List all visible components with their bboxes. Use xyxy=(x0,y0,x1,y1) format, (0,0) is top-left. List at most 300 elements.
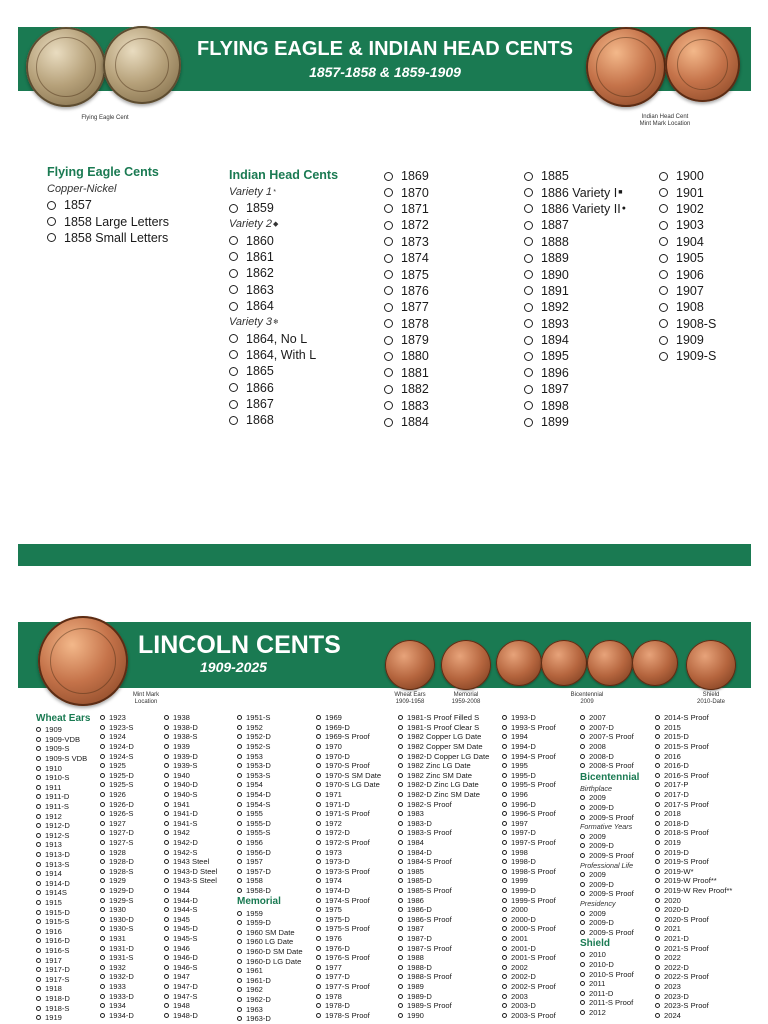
checkbox-circle-icon[interactable] xyxy=(580,734,585,739)
checklist-item[interactable] xyxy=(502,895,556,905)
checkbox-circle-icon[interactable] xyxy=(237,949,242,954)
checklist-item[interactable] xyxy=(502,780,556,790)
checklist-item[interactable] xyxy=(100,771,134,781)
checkbox-circle-icon[interactable] xyxy=(316,850,321,855)
checklist-item[interactable] xyxy=(237,966,303,976)
checkbox-circle-icon[interactable] xyxy=(237,734,242,739)
checkbox-circle-icon[interactable] xyxy=(502,1013,507,1018)
checkbox-circle-icon[interactable] xyxy=(524,254,533,263)
checklist-item[interactable] xyxy=(237,947,303,957)
checklist-item[interactable] xyxy=(655,751,732,761)
checklist-item[interactable] xyxy=(229,282,338,298)
checklist-item[interactable] xyxy=(655,819,732,829)
checklist-item[interactable] xyxy=(229,347,338,363)
checklist-item[interactable] xyxy=(100,895,134,905)
checklist-item[interactable] xyxy=(502,771,556,781)
checkbox-circle-icon[interactable] xyxy=(100,984,105,989)
checklist-item[interactable] xyxy=(237,956,303,966)
checkbox-circle-icon[interactable] xyxy=(384,319,393,328)
checkbox-circle-icon[interactable] xyxy=(316,936,321,941)
checkbox-circle-icon[interactable] xyxy=(580,763,585,768)
checkbox-circle-icon[interactable] xyxy=(36,794,41,799)
checkbox-circle-icon[interactable] xyxy=(580,952,585,957)
checkbox-circle-icon[interactable] xyxy=(164,926,169,931)
checkbox-circle-icon[interactable] xyxy=(580,725,585,730)
checklist-item[interactable] xyxy=(164,934,217,944)
checkbox-circle-icon[interactable] xyxy=(237,920,242,925)
checkbox-circle-icon[interactable] xyxy=(384,303,393,312)
checklist-item[interactable] xyxy=(36,850,90,860)
checklist-item[interactable] xyxy=(398,790,489,800)
checklist-item[interactable] xyxy=(316,972,381,982)
checklist-item[interactable] xyxy=(164,895,217,905)
checkbox-circle-icon[interactable] xyxy=(502,994,507,999)
checkbox-circle-icon[interactable] xyxy=(384,270,393,279)
checkbox-circle-icon[interactable] xyxy=(164,974,169,979)
checkbox-circle-icon[interactable] xyxy=(164,984,169,989)
checklist-item[interactable] xyxy=(237,713,303,723)
checkbox-circle-icon[interactable] xyxy=(655,744,660,749)
checkbox-circle-icon[interactable] xyxy=(36,977,41,982)
checklist-item[interactable] xyxy=(237,761,303,771)
checklist-item[interactable] xyxy=(384,397,429,413)
checkbox-circle-icon[interactable] xyxy=(229,367,238,376)
checkbox-circle-icon[interactable] xyxy=(229,334,238,343)
checkbox-circle-icon[interactable] xyxy=(524,221,533,230)
checkbox-circle-icon[interactable] xyxy=(164,725,169,730)
checklist-item[interactable] xyxy=(164,914,217,924)
checkbox-circle-icon[interactable] xyxy=(316,830,321,835)
checklist-item[interactable] xyxy=(502,761,556,771)
checkbox-circle-icon[interactable] xyxy=(659,336,668,345)
checkbox-circle-icon[interactable] xyxy=(384,368,393,377)
checkbox-circle-icon[interactable] xyxy=(659,221,668,230)
checklist-item[interactable] xyxy=(36,735,90,745)
checklist-item[interactable] xyxy=(237,927,303,937)
checklist-item[interactable] xyxy=(229,380,338,396)
checklist-item[interactable] xyxy=(398,943,489,953)
checkbox-circle-icon[interactable] xyxy=(229,400,238,409)
checklist-item[interactable] xyxy=(237,780,303,790)
checkbox-circle-icon[interactable] xyxy=(36,746,41,751)
checklist-item[interactable] xyxy=(100,751,134,761)
checkbox-circle-icon[interactable] xyxy=(580,805,585,810)
checkbox-circle-icon[interactable] xyxy=(100,715,105,720)
checklist-item[interactable] xyxy=(580,841,639,851)
checklist-item[interactable] xyxy=(655,876,732,886)
checkbox-circle-icon[interactable] xyxy=(580,754,585,759)
checkbox-circle-icon[interactable] xyxy=(398,744,403,749)
checkbox-circle-icon[interactable] xyxy=(384,352,393,361)
checkbox-circle-icon[interactable] xyxy=(398,984,403,989)
checklist-item[interactable] xyxy=(580,950,639,960)
checklist-item[interactable] xyxy=(655,914,732,924)
checklist-item[interactable] xyxy=(237,847,303,857)
checkbox-circle-icon[interactable] xyxy=(502,792,507,797)
checkbox-circle-icon[interactable] xyxy=(100,859,105,864)
checklist-item[interactable] xyxy=(655,713,732,723)
checklist-item[interactable] xyxy=(164,876,217,886)
checkbox-circle-icon[interactable] xyxy=(229,285,238,294)
checkbox-circle-icon[interactable] xyxy=(398,926,403,931)
checkbox-circle-icon[interactable] xyxy=(237,792,242,797)
checklist-item[interactable] xyxy=(524,168,626,184)
checkbox-circle-icon[interactable] xyxy=(237,754,242,759)
checklist-item[interactable] xyxy=(502,723,556,733)
checklist-item[interactable] xyxy=(36,907,90,917)
checkbox-circle-icon[interactable] xyxy=(237,773,242,778)
checkbox-circle-icon[interactable] xyxy=(384,221,393,230)
checklist-item[interactable] xyxy=(316,943,381,953)
checklist-item[interactable] xyxy=(164,886,217,896)
checklist-item[interactable] xyxy=(237,918,303,928)
checklist-item[interactable] xyxy=(100,991,134,1001)
checkbox-circle-icon[interactable] xyxy=(316,773,321,778)
checklist-item[interactable] xyxy=(524,348,626,364)
checklist-item[interactable] xyxy=(398,732,489,742)
checklist-item[interactable] xyxy=(384,266,429,282)
checkbox-circle-icon[interactable] xyxy=(100,965,105,970)
checkbox-circle-icon[interactable] xyxy=(580,872,585,877)
checkbox-circle-icon[interactable] xyxy=(36,938,41,943)
checklist-item[interactable] xyxy=(580,918,639,928)
checkbox-circle-icon[interactable] xyxy=(502,821,507,826)
checklist-item[interactable] xyxy=(316,732,381,742)
checklist-item[interactable] xyxy=(659,234,716,250)
checkbox-circle-icon[interactable] xyxy=(316,1003,321,1008)
checklist-item[interactable] xyxy=(398,934,489,944)
checkbox-circle-icon[interactable] xyxy=(655,802,660,807)
checklist-item[interactable] xyxy=(47,230,169,246)
checkbox-circle-icon[interactable] xyxy=(398,907,403,912)
checkbox-circle-icon[interactable] xyxy=(100,936,105,941)
checklist-item[interactable] xyxy=(502,790,556,800)
checklist-item[interactable] xyxy=(316,790,381,800)
checklist-item[interactable] xyxy=(502,847,556,857)
checklist-item[interactable] xyxy=(384,250,429,266)
checkbox-circle-icon[interactable] xyxy=(100,955,105,960)
checklist-item[interactable] xyxy=(36,888,90,898)
checkbox-circle-icon[interactable] xyxy=(237,840,242,845)
checklist-item[interactable] xyxy=(659,250,716,266)
checkbox-circle-icon[interactable] xyxy=(237,878,242,883)
checkbox-circle-icon[interactable] xyxy=(502,725,507,730)
checklist-item[interactable] xyxy=(316,847,381,857)
checkbox-circle-icon[interactable] xyxy=(502,946,507,951)
checklist-item[interactable] xyxy=(524,365,626,381)
checkbox-circle-icon[interactable] xyxy=(164,754,169,759)
checkbox-circle-icon[interactable] xyxy=(36,814,41,819)
checkbox-circle-icon[interactable] xyxy=(655,850,660,855)
checklist-item[interactable] xyxy=(384,201,429,217)
checklist-item[interactable] xyxy=(164,991,217,1001)
checklist-item[interactable] xyxy=(502,857,556,867)
checkbox-circle-icon[interactable] xyxy=(164,965,169,970)
checklist-item[interactable] xyxy=(100,847,134,857)
checklist-item[interactable] xyxy=(36,811,90,821)
checklist-item[interactable] xyxy=(398,751,489,761)
checkbox-circle-icon[interactable] xyxy=(164,859,169,864)
checklist-item[interactable] xyxy=(316,876,381,886)
checklist-item[interactable] xyxy=(316,819,381,829)
checklist-item[interactable] xyxy=(47,213,169,229)
checklist-item[interactable] xyxy=(229,330,338,346)
checkbox-circle-icon[interactable] xyxy=(237,802,242,807)
checkbox-circle-icon[interactable] xyxy=(100,869,105,874)
checkbox-circle-icon[interactable] xyxy=(384,286,393,295)
checkbox-circle-icon[interactable] xyxy=(36,996,41,1001)
checklist-item[interactable] xyxy=(398,962,489,972)
checklist-item[interactable] xyxy=(384,365,429,381)
checklist-item[interactable] xyxy=(659,201,716,217)
checklist-item[interactable] xyxy=(524,316,626,332)
checkbox-circle-icon[interactable] xyxy=(655,830,660,835)
checkbox-circle-icon[interactable] xyxy=(229,302,238,311)
checkbox-circle-icon[interactable] xyxy=(229,383,238,392)
checkbox-circle-icon[interactable] xyxy=(398,1003,403,1008)
checklist-item[interactable] xyxy=(164,838,217,848)
checkbox-circle-icon[interactable] xyxy=(524,319,533,328)
checkbox-circle-icon[interactable] xyxy=(655,725,660,730)
checkbox-circle-icon[interactable] xyxy=(502,744,507,749)
checkbox-circle-icon[interactable] xyxy=(164,782,169,787)
checklist-item[interactable] xyxy=(524,397,626,413)
checklist-item[interactable] xyxy=(659,316,716,332)
checklist-item[interactable] xyxy=(502,1010,556,1020)
checklist-item[interactable] xyxy=(502,914,556,924)
checkbox-circle-icon[interactable] xyxy=(502,734,507,739)
checklist-item[interactable] xyxy=(237,937,303,947)
checkbox-circle-icon[interactable] xyxy=(398,715,403,720)
checklist-item[interactable] xyxy=(316,713,381,723)
checkbox-circle-icon[interactable] xyxy=(36,785,41,790)
checkbox-circle-icon[interactable] xyxy=(237,911,242,916)
checklist-item[interactable] xyxy=(36,965,90,975)
checklist-item[interactable] xyxy=(316,761,381,771)
checkbox-circle-icon[interactable] xyxy=(237,939,242,944)
checkbox-circle-icon[interactable] xyxy=(502,830,507,835)
checkbox-circle-icon[interactable] xyxy=(655,917,660,922)
checkbox-circle-icon[interactable] xyxy=(384,254,393,263)
checklist-item[interactable] xyxy=(398,972,489,982)
checklist-item[interactable] xyxy=(316,857,381,867)
checkbox-circle-icon[interactable] xyxy=(580,981,585,986)
checklist-item[interactable] xyxy=(580,851,639,861)
checklist-item[interactable] xyxy=(316,1001,381,1011)
checklist-item[interactable] xyxy=(237,732,303,742)
checklist-item[interactable] xyxy=(384,348,429,364)
checklist-item[interactable] xyxy=(580,870,639,880)
checkbox-circle-icon[interactable] xyxy=(100,946,105,951)
checkbox-circle-icon[interactable] xyxy=(655,974,660,979)
checkbox-circle-icon[interactable] xyxy=(316,840,321,845)
checkbox-circle-icon[interactable] xyxy=(100,754,105,759)
checkbox-circle-icon[interactable] xyxy=(655,907,660,912)
checkbox-circle-icon[interactable] xyxy=(524,385,533,394)
checkbox-circle-icon[interactable] xyxy=(659,188,668,197)
checkbox-circle-icon[interactable] xyxy=(655,763,660,768)
checkbox-circle-icon[interactable] xyxy=(655,984,660,989)
checkbox-circle-icon[interactable] xyxy=(580,1000,585,1005)
checklist-item[interactable] xyxy=(164,780,217,790)
checklist-item[interactable] xyxy=(659,184,716,200)
checklist-item[interactable] xyxy=(655,982,732,992)
checkbox-circle-icon[interactable] xyxy=(36,910,41,915)
checklist-item[interactable] xyxy=(237,908,303,918)
checklist-item[interactable] xyxy=(398,924,489,934)
checkbox-circle-icon[interactable] xyxy=(164,715,169,720)
checkbox-circle-icon[interactable] xyxy=(100,782,105,787)
checkbox-circle-icon[interactable] xyxy=(164,773,169,778)
checkbox-circle-icon[interactable] xyxy=(316,754,321,759)
checklist-item[interactable] xyxy=(316,1010,381,1020)
checkbox-circle-icon[interactable] xyxy=(100,734,105,739)
checklist-item[interactable] xyxy=(316,953,381,963)
checklist-item[interactable] xyxy=(36,917,90,927)
checkbox-circle-icon[interactable] xyxy=(524,237,533,246)
checkbox-circle-icon[interactable] xyxy=(237,782,242,787)
checkbox-circle-icon[interactable] xyxy=(398,802,403,807)
checklist-item[interactable] xyxy=(100,761,134,771)
checkbox-circle-icon[interactable] xyxy=(47,217,56,226)
checklist-item[interactable] xyxy=(164,982,217,992)
checklist-item[interactable] xyxy=(100,819,134,829)
checkbox-circle-icon[interactable] xyxy=(100,811,105,816)
checklist-item[interactable] xyxy=(580,713,639,723)
checkbox-circle-icon[interactable] xyxy=(316,898,321,903)
checklist-item[interactable] xyxy=(237,995,303,1005)
checkbox-circle-icon[interactable] xyxy=(398,965,403,970)
checklist-item[interactable] xyxy=(524,414,626,430)
checkbox-circle-icon[interactable] xyxy=(100,792,105,797)
checklist-item[interactable] xyxy=(655,905,732,915)
checkbox-circle-icon[interactable] xyxy=(316,782,321,787)
checkbox-circle-icon[interactable] xyxy=(229,416,238,425)
checkbox-circle-icon[interactable] xyxy=(655,965,660,970)
checkbox-circle-icon[interactable] xyxy=(502,754,507,759)
checkbox-circle-icon[interactable] xyxy=(36,929,41,934)
checklist-item[interactable] xyxy=(398,780,489,790)
checkbox-circle-icon[interactable] xyxy=(100,926,105,931)
checkbox-circle-icon[interactable] xyxy=(580,930,585,935)
checkbox-circle-icon[interactable] xyxy=(164,1013,169,1018)
checklist-item[interactable] xyxy=(655,742,732,752)
checkbox-circle-icon[interactable] xyxy=(36,958,41,963)
checkbox-circle-icon[interactable] xyxy=(36,881,41,886)
checkbox-circle-icon[interactable] xyxy=(164,802,169,807)
checklist-item[interactable] xyxy=(502,819,556,829)
checkbox-circle-icon[interactable] xyxy=(398,936,403,941)
checklist-item[interactable] xyxy=(502,876,556,886)
checklist-item[interactable] xyxy=(580,908,639,918)
checklist-item[interactable] xyxy=(524,250,626,266)
checklist-item[interactable] xyxy=(316,723,381,733)
checkbox-circle-icon[interactable] xyxy=(524,303,533,312)
checklist-item[interactable] xyxy=(164,732,217,742)
checkbox-circle-icon[interactable] xyxy=(524,352,533,361)
checkbox-circle-icon[interactable] xyxy=(398,974,403,979)
checklist-item[interactable] xyxy=(100,723,134,733)
checklist-item[interactable] xyxy=(36,821,90,831)
checklist-item[interactable] xyxy=(398,828,489,838)
checkbox-circle-icon[interactable] xyxy=(398,888,403,893)
checkbox-circle-icon[interactable] xyxy=(229,269,238,278)
checklist-item[interactable] xyxy=(655,809,732,819)
checklist-item[interactable] xyxy=(655,991,732,1001)
checkbox-circle-icon[interactable] xyxy=(36,766,41,771)
checklist-item[interactable] xyxy=(398,1010,489,1020)
checkbox-circle-icon[interactable] xyxy=(502,926,507,931)
checklist-item[interactable] xyxy=(100,905,134,915)
checklist-item[interactable] xyxy=(655,799,732,809)
checklist-item[interactable] xyxy=(237,838,303,848)
checklist-item[interactable] xyxy=(580,880,639,890)
checklist-item[interactable] xyxy=(398,838,489,848)
checklist-item[interactable] xyxy=(316,771,381,781)
checkbox-circle-icon[interactable] xyxy=(316,792,321,797)
checkbox-circle-icon[interactable] xyxy=(398,994,403,999)
checkbox-circle-icon[interactable] xyxy=(655,821,660,826)
checklist-item[interactable] xyxy=(502,943,556,953)
checklist-item[interactable] xyxy=(316,828,381,838)
checkbox-circle-icon[interactable] xyxy=(36,900,41,905)
checklist-item[interactable] xyxy=(398,742,489,752)
checklist-item[interactable] xyxy=(316,742,381,752)
checkbox-circle-icon[interactable] xyxy=(237,1016,242,1021)
checkbox-circle-icon[interactable] xyxy=(502,811,507,816)
checkbox-circle-icon[interactable] xyxy=(237,968,242,973)
checklist-item[interactable] xyxy=(398,867,489,877)
checkbox-circle-icon[interactable] xyxy=(164,840,169,845)
checkbox-circle-icon[interactable] xyxy=(164,898,169,903)
checklist-item[interactable] xyxy=(316,780,381,790)
checklist-item[interactable] xyxy=(316,751,381,761)
checklist-item[interactable] xyxy=(36,754,90,764)
checklist-item[interactable] xyxy=(100,1010,134,1020)
checkbox-circle-icon[interactable] xyxy=(316,974,321,979)
checklist-item[interactable] xyxy=(659,283,716,299)
checkbox-circle-icon[interactable] xyxy=(502,773,507,778)
checkbox-circle-icon[interactable] xyxy=(524,368,533,377)
checkbox-circle-icon[interactable] xyxy=(655,1003,660,1008)
checklist-item[interactable] xyxy=(100,809,134,819)
checkbox-circle-icon[interactable] xyxy=(398,734,403,739)
checkbox-circle-icon[interactable] xyxy=(580,744,585,749)
checkbox-circle-icon[interactable] xyxy=(164,734,169,739)
checklist-item[interactable] xyxy=(164,828,217,838)
checklist-item[interactable] xyxy=(655,790,732,800)
checklist-item[interactable] xyxy=(36,792,90,802)
checklist-item[interactable] xyxy=(36,783,90,793)
checklist-item[interactable] xyxy=(655,828,732,838)
checkbox-circle-icon[interactable] xyxy=(316,869,321,874)
checkbox-circle-icon[interactable] xyxy=(164,830,169,835)
checkbox-circle-icon[interactable] xyxy=(316,725,321,730)
checkbox-circle-icon[interactable] xyxy=(580,962,585,967)
checklist-item[interactable] xyxy=(398,799,489,809)
checkbox-circle-icon[interactable] xyxy=(398,859,403,864)
checklist-item[interactable] xyxy=(398,857,489,867)
checklist-item[interactable] xyxy=(100,943,134,953)
checklist-item[interactable] xyxy=(655,857,732,867)
checkbox-circle-icon[interactable] xyxy=(524,204,533,213)
checkbox-circle-icon[interactable] xyxy=(316,734,321,739)
checkbox-circle-icon[interactable] xyxy=(502,1003,507,1008)
checkbox-circle-icon[interactable] xyxy=(36,842,41,847)
checkbox-circle-icon[interactable] xyxy=(655,859,660,864)
checklist-item[interactable] xyxy=(580,832,639,842)
checkbox-circle-icon[interactable] xyxy=(36,871,41,876)
